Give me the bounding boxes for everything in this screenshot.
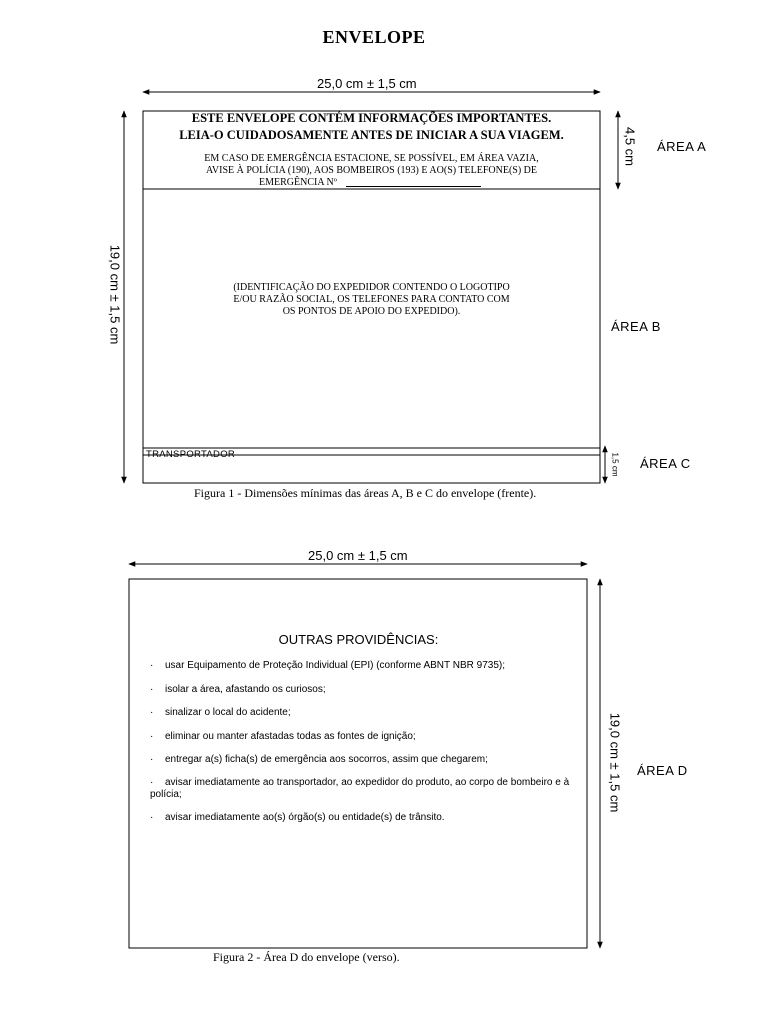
list-item-text: isolar a área, afastando os curiosos; (165, 684, 326, 695)
list-item-text: usar Equipamento de Proteção Individual (EPI) (conforme ABNT NBR 9735); (165, 660, 505, 671)
list-item-text: eliminar ou manter afastadas todas as fontes de ignição; (165, 731, 416, 742)
area-b-text-line1: (IDENTIFICAÇÃO DO EXPEDIDOR CONTENDO O LOGOTIPO (233, 282, 510, 293)
list-item (150, 754, 575, 766)
bullet: · (150, 707, 154, 718)
figure1-height-label: 19,0 cm ± 1,5 cm (107, 244, 123, 345)
area-a-text-line1: EM CASO DE EMERGÊNCIA ESTACIONE, SE POSSÍVEL, EM ÁREA VAZIA, (204, 153, 539, 164)
area-a-label: ÁREA A (657, 139, 707, 154)
list-item (150, 707, 575, 719)
list-item (150, 660, 575, 672)
bullet: · (150, 754, 154, 765)
list-item-text: avisar imediatamente ao(s) órgão(s) ou entidade(s) de trânsito. (165, 812, 445, 823)
area-d-heading: OUTRAS PROVIDÊNCIAS: (278, 632, 439, 647)
area-b-label: ÁREA B (611, 319, 661, 334)
list-item (150, 777, 578, 801)
emergency-number-blank-line (346, 186, 481, 187)
list-item (150, 812, 575, 824)
area-a-text-line3: EMERGÊNCIA Nº (259, 177, 337, 188)
list-item-text: entregar a(s) ficha(s) de emergência aos socorros, assim que chegarem; (165, 754, 488, 765)
bullet: · (150, 731, 154, 742)
bullet: · (150, 777, 154, 788)
bullet: · (150, 812, 154, 823)
area-a-heading-line2: LEIA-O CUIDADOSAMENTE ANTES DE INICIAR A SUA VIAGEM. (179, 128, 564, 142)
figure1-caption: Figura 1 - Dimensões mínimas das áreas A, B e C do envelope (frente). (194, 486, 537, 500)
list-item-text: sinalizar o local do acidente; (165, 707, 291, 718)
area-a-text-line2: AVISE À POLÍCIA (190), AOS BOMBEIROS (193) E AO(S) TELEFONE(S) DE (205, 165, 538, 176)
area-c-height-label: 1,5 cm (610, 452, 620, 477)
list-item (150, 731, 575, 743)
bullet: · (150, 660, 154, 671)
figure2-height-label: 19,0 cm ± 1,5 cm (607, 712, 623, 813)
figure2-caption: Figura 2 - Área D do envelope (verso). (213, 950, 400, 964)
list-item (150, 684, 575, 696)
figure1-width-label: 25,0 cm ± 1,5 cm (317, 76, 417, 91)
area-b-text-line3: OS PONTOS DE APOIO DO EXPEDIDO). (282, 306, 461, 317)
list-item-text: avisar imediatamente ao transportador, ao expedidor do produto, ao corpo de bombeiro e à polícia; (150, 777, 570, 800)
figure2-width-label: 25,0 cm ± 1,5 cm (308, 548, 408, 563)
area-a-heading-line1: ESTE ENVELOPE CONTÉM INFORMAÇÕES IMPORTANTES. (191, 111, 552, 125)
document-title: ENVELOPE (322, 27, 426, 47)
bullet: · (150, 684, 154, 695)
area-c-label: ÁREA C (640, 456, 691, 471)
area-c-transportador: TRANSPORTADOR (146, 449, 236, 460)
area-a-height-label: 4,5 cm (622, 126, 638, 166)
area-b-text-line2: E/OU RAZÃO SOCIAL, OS TELEFONES PARA CONTATO COM (233, 294, 510, 305)
area-d-label: ÁREA D (637, 763, 688, 778)
